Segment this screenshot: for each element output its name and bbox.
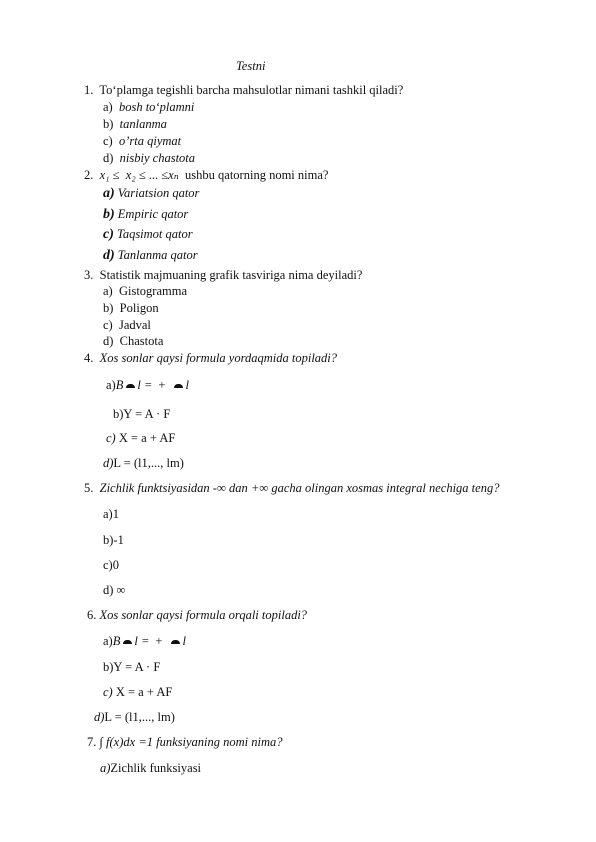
- option-3c: c) Jadval: [103, 318, 151, 332]
- question-text: Statistik majmuaning grafik tasviriga nima deyiladi?: [99, 268, 363, 282]
- option-2c: c) Taqsimot qator: [103, 227, 193, 242]
- option-2b: b) Empiric qator: [103, 207, 189, 222]
- question-3: [84, 268, 362, 283]
- question-number: 5.: [84, 481, 94, 495]
- option-5a: a)1: [103, 507, 119, 521]
- question-6: [87, 608, 307, 623]
- question-text: Xos sonlar qaysi formula yordaqmida topiladi?: [99, 351, 338, 365]
- option-2a: a) Variatsion qator: [103, 186, 200, 201]
- question-text: To‘plamga tegishli barcha mahsulotlar nimani tashkil qiladi?: [99, 83, 404, 97]
- question-number: 7.: [87, 735, 97, 749]
- formula-bar-icon: [123, 640, 132, 644]
- question-number: 2.: [84, 168, 94, 182]
- question-2: 2. x₁ ≤ x₂ ≤ ... ≤xₙ ushbu qatorning nomi nima?: [84, 168, 329, 182]
- question-1: [84, 83, 403, 98]
- question-4: [84, 351, 337, 366]
- option-5c: c)0: [103, 558, 119, 572]
- option-4c: c) X = a + AF: [106, 431, 176, 445]
- question-text: ∫ f(x)dx =1 funksiyaning nomi nima?: [99, 735, 283, 749]
- formula-cross-icon: +: [155, 634, 163, 648]
- option-6c: c) X = a + AF: [103, 685, 173, 699]
- option-4b: b)Y = A · F: [113, 407, 171, 421]
- formula-bar-icon: [174, 384, 183, 388]
- question-5: [84, 481, 499, 496]
- option-4d: d)L = (l1,..., lm): [103, 456, 184, 470]
- option-6a: a)B l = + l: [103, 634, 186, 648]
- question-text: Xos sonlar qaysi formula orqali topiladi?: [99, 608, 308, 622]
- option-2d: d) Tanlanma qator: [103, 248, 198, 263]
- question-number: 4.: [84, 351, 94, 365]
- option-5b: b)-1: [103, 533, 124, 547]
- option-1c: c) o’rta qiymat: [103, 134, 182, 148]
- question-text: Zichlik funktsiyasidan -∞ dan +∞ gacha olingan xosmas integral nechiga teng?: [99, 481, 500, 495]
- option-3d: d) Chastota: [103, 334, 164, 348]
- option-1a: a) bosh to‘plamni: [103, 100, 195, 114]
- option-3a: a) Gistogramma: [103, 284, 188, 298]
- document-title: Testni: [236, 59, 266, 73]
- option-7a: a)Zichlik funksiyasi: [100, 761, 202, 775]
- question-number: 3.: [84, 268, 94, 282]
- option-5d: d) ∞: [103, 583, 126, 597]
- formula-bar-icon: [171, 640, 180, 644]
- question-number: 6.: [87, 608, 97, 622]
- question-7: [87, 735, 283, 750]
- option-1d: d) nisbiy chastota: [103, 151, 196, 165]
- formula-cross-icon: +: [158, 378, 166, 392]
- question-text: ushbu qatorning nomi nima?: [185, 168, 329, 182]
- option-1b: b) tanlanma: [103, 117, 167, 131]
- option-6d: d)L = (l1,..., lm): [94, 710, 175, 724]
- formula-bar-icon: [126, 384, 135, 388]
- option-6b: b)Y = A · F: [103, 660, 161, 674]
- option-3b: b) Poligon: [103, 301, 159, 315]
- option-4a: a)B l = + l: [106, 378, 189, 392]
- question-number: 1.: [84, 83, 94, 97]
